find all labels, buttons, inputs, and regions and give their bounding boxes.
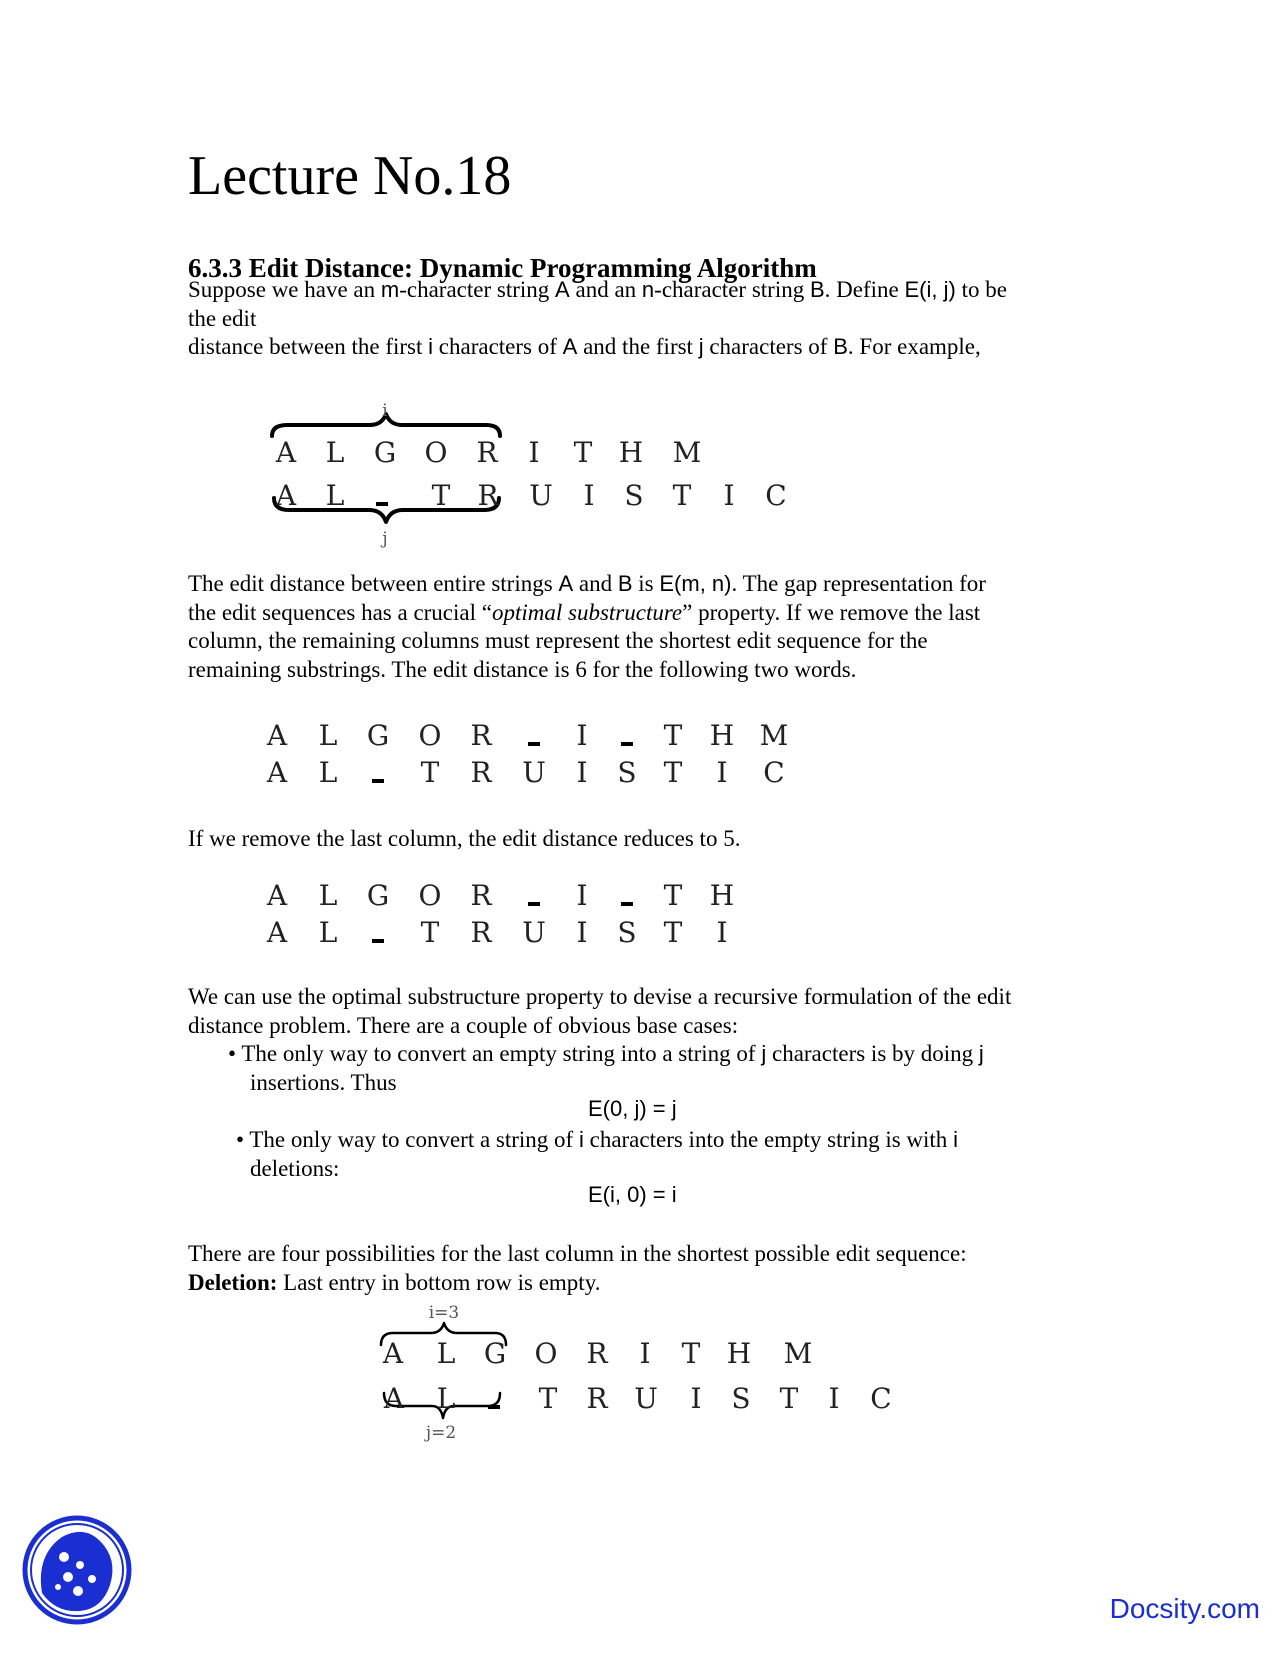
intro-paragraph: Suppose we have an m-character string A and an n-character string B. Define E(i, j) to be the edit distance between the first i characters of A and the first j characters of B. For example, bbox=[188, 277, 1007, 359]
alignment-letter: T bbox=[663, 719, 683, 752]
alignment-letter: I bbox=[828, 1382, 840, 1415]
formula-ei0: E(i, 0) = i bbox=[588, 1182, 677, 1207]
alignment-letter: M bbox=[672, 436, 702, 469]
j-marker: j bbox=[382, 529, 388, 549]
alignment-letter: G bbox=[366, 879, 390, 912]
alignment-letter: R bbox=[470, 879, 492, 912]
lecture-title: Lecture No.18 bbox=[188, 145, 512, 207]
alignment-letter: S bbox=[731, 1382, 751, 1415]
alignment-letter: T bbox=[663, 756, 683, 789]
docsity-logo bbox=[22, 1515, 132, 1625]
alignment-letter: R bbox=[477, 479, 499, 512]
alignment-letter: S bbox=[617, 916, 637, 949]
alignment-letter: S bbox=[624, 479, 644, 512]
alignment-letter: A bbox=[266, 756, 288, 789]
alignment-letter: I bbox=[639, 1337, 651, 1370]
alignment-letter: H bbox=[709, 879, 735, 912]
alignment-letter: H bbox=[618, 436, 644, 469]
alignment-letter: C bbox=[763, 756, 785, 789]
alignment-letter: R bbox=[470, 916, 492, 949]
alignment-letter: O bbox=[534, 1337, 558, 1370]
alignment-letter: L bbox=[318, 719, 338, 752]
alignment-letter: C bbox=[765, 479, 787, 512]
bullet-deletions: • The only way to convert a string of i characters into the empty string is with i deletions: bbox=[236, 1127, 958, 1181]
alignment-letter: U bbox=[634, 1382, 658, 1415]
alignment-letter: T bbox=[663, 879, 683, 912]
alignment-letter: A bbox=[275, 479, 297, 512]
alignment-letter: U bbox=[529, 479, 553, 512]
j-marker: j=2 bbox=[425, 1423, 457, 1443]
alignment-letter: I bbox=[576, 916, 588, 949]
alignment-letter: U bbox=[522, 756, 546, 789]
alignment-letter: G bbox=[373, 436, 397, 469]
alignment-letter: C bbox=[870, 1382, 892, 1415]
alignment-letter: O bbox=[418, 719, 442, 752]
alignment-letter: A bbox=[266, 879, 288, 912]
alignment-letter: I bbox=[723, 479, 735, 512]
logo-blob bbox=[41, 1532, 113, 1611]
alignment-letter: L bbox=[325, 436, 345, 469]
alignment-letter: T bbox=[681, 1337, 701, 1370]
alignment-letter: R bbox=[586, 1382, 608, 1415]
alignment-letter: I bbox=[716, 916, 728, 949]
alignment-letter: T bbox=[420, 756, 440, 789]
section-heading: 6.3.3 Edit Distance: Dynamic Programming Algorithm bbox=[188, 253, 817, 283]
alignment-letter: I bbox=[576, 719, 588, 752]
deletion-label: Deletion: bbox=[188, 1269, 278, 1295]
alignment-letter: L bbox=[318, 756, 338, 789]
i-marker: i=3 bbox=[428, 1303, 460, 1323]
alignment-letter: R bbox=[586, 1337, 608, 1370]
alignment-letter: I bbox=[583, 479, 595, 512]
alignment-letter: T bbox=[663, 916, 683, 949]
alignment-letter: I bbox=[528, 436, 540, 469]
alignment-letter: H bbox=[709, 719, 735, 752]
alignment-letter: I bbox=[576, 879, 588, 912]
alignment-letter: I bbox=[716, 756, 728, 789]
i-marker: i bbox=[382, 401, 388, 421]
alignment-letter: T bbox=[573, 436, 593, 469]
paragraph-2: The edit distance between entire strings A and B is E(m, n). The gap representation for the edit sequences has a crucial “optimal substructure” property. If we remove the last column, the remaining columns must represent the shortest edit sequence for the remaining substrings. The edit distance is 6 for the following two words. bbox=[188, 571, 986, 682]
alignment-letter: O bbox=[418, 879, 442, 912]
paragraph-4: We can use the optimal substructure property to devise a recursive formulation of the edit distance problem. There are a couple of obvious base cases: bbox=[188, 984, 1012, 1038]
paragraph-5: There are four possibilities for the last column in the shortest possible edit sequence: Deletion: Last entry in bottom row is empty. bbox=[188, 1241, 967, 1295]
alignment-letter: R bbox=[470, 756, 492, 789]
alignment-letter: I bbox=[576, 756, 588, 789]
alignment-letter: L bbox=[318, 916, 338, 949]
alignment-letter: T bbox=[538, 1382, 558, 1415]
alignment-letter: A bbox=[383, 1382, 405, 1415]
alignment-letter: T bbox=[672, 479, 692, 512]
alignment-letter: L bbox=[318, 879, 338, 912]
alignment-letter: R bbox=[476, 436, 498, 469]
alignment-letter: A bbox=[275, 436, 297, 469]
alignment-letter: A bbox=[266, 719, 288, 752]
alignment-letter: G bbox=[366, 719, 390, 752]
alignment-letter: O bbox=[424, 436, 448, 469]
alignment-letter: M bbox=[759, 719, 789, 752]
alignment-letter: M bbox=[783, 1337, 813, 1370]
alignment-letter: A bbox=[266, 916, 288, 949]
paragraph-3: If we remove the last column, the edit distance reduces to 5. bbox=[188, 826, 741, 851]
alignment-letter: L bbox=[325, 479, 345, 512]
alignment-letter: T bbox=[779, 1382, 799, 1415]
alignment-letter: I bbox=[690, 1382, 702, 1415]
alignment-letter: L bbox=[436, 1382, 456, 1415]
alignment-letter: S bbox=[617, 756, 637, 789]
bullet-insertions: • The only way to convert an empty string into a string of j characters is by doing j insertions. Thus bbox=[228, 1041, 984, 1095]
alignment-letter: T bbox=[431, 479, 451, 512]
gap-mark bbox=[488, 1405, 500, 1409]
alignment-letter: H bbox=[726, 1337, 752, 1370]
alignment-letter: A bbox=[382, 1337, 404, 1370]
alignment-letter: T bbox=[420, 916, 440, 949]
alignment-letter: U bbox=[522, 916, 546, 949]
docsity-brand: Docsity.com bbox=[1109, 1593, 1260, 1624]
alignment-letter: L bbox=[436, 1337, 456, 1370]
alignment-letter: R bbox=[470, 719, 492, 752]
alignment-letter: G bbox=[483, 1337, 507, 1370]
formula-e0j: E(0, j) = j bbox=[588, 1096, 677, 1121]
